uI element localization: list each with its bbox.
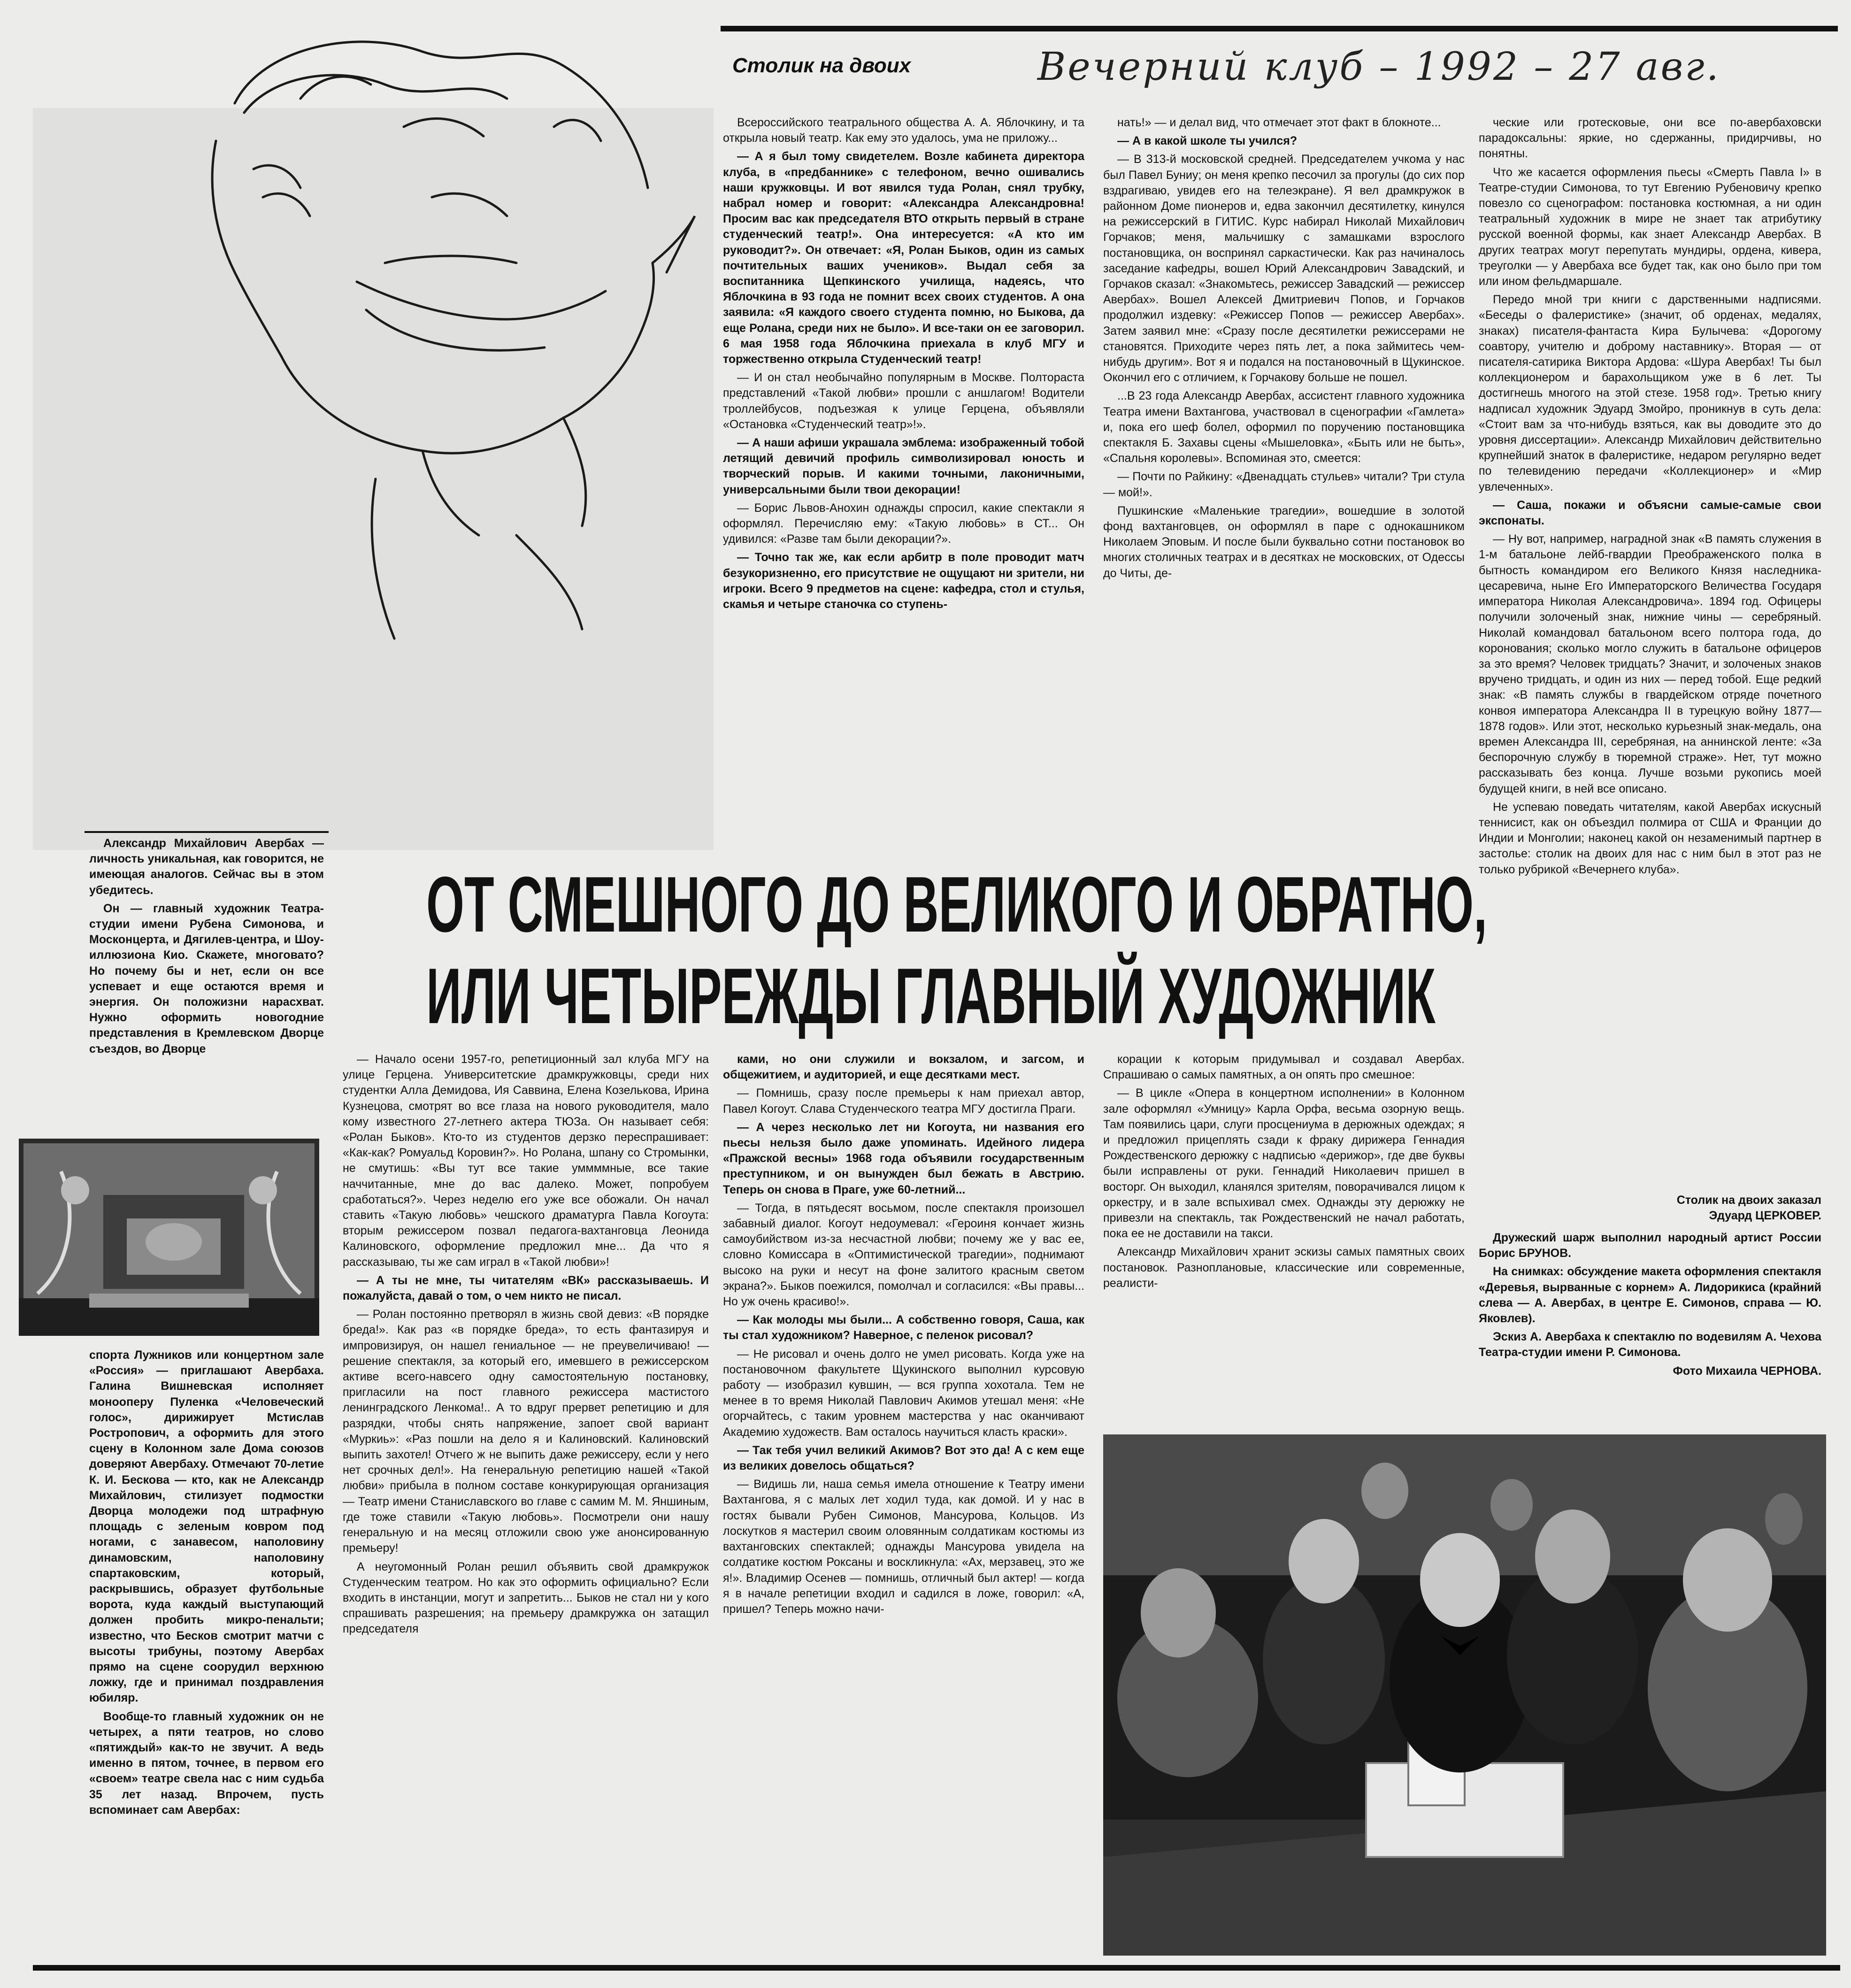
lead-rule xyxy=(84,831,329,833)
col4-top-para: Пушкинские «Маленькие трагедии», вошедшие в золотой фонд вахтанговцев, он оформлял в паре с однокашником Николаем Эповым. И после были буквально сотни постановок во многих столичных театрах и в десятках не московских, от Одессы до Читы, де- xyxy=(1103,504,1465,580)
top-rule xyxy=(721,26,1838,31)
column-3-bottom xyxy=(723,1052,1084,1620)
col5-para: Что же касается оформления пьесы «Смерть Павла I» в Театре-студии Симонова, то тут Евгению Рубеновичу крепко повезло со сценографом: постановка костюмная, а ни один театральный художник в мире не знает так атрибутику русской военной формы, как знает Александр Авербах. В других театрах могут перепутать мундиры, ордена, кивера, треуголки — у Авербаха все будет так, как оно было при том или ином фельдмаршале. xyxy=(1479,165,1821,288)
photographer-credit: Фото Михаила ЧЕРНОВА. xyxy=(1673,1364,1821,1378)
col4-top-para: — А в какой школе ты учился? xyxy=(1117,134,1298,148)
col3-top-para: — И он стал необычайно популярным в Москве. Полтораста представлений «Такой любви» прошли с аншлагом! Водители троллейбусов, подъезжая к улице Герцена, объявляли «Остановка «Студенческий театр»!». xyxy=(723,371,1084,431)
column-5 xyxy=(1479,115,1821,880)
col5-para: — Ну вот, например, наградной знак «В память служения в 1-м батальоне лейб-гвардии Преображенского полка в бытность командиром его Великого Князя наследника-цесаревича, ныне Его Императорского Величества Государя императора Николая Александровича». 1894 год. Офицеры получили золоченый знак, нижние чины — серебряный. Николай командовал батальоном всего полтора года, до коронования; сколько могло служить в батальоне офицеров за это время? Человек тридцать? Значит, и золоченых знаков вручено тридцать, и один из них — перед тобой. Еще редкий знак: «В память службы в гвардейском отряде почетного конвоя императора Александра II в турецкую войну 1877—1878 годов». Или этот, несколько курьезный знак-медаль, она времен Александра III, серебряная, на аннинской ленте: «За беспорочную службу в тюремной страже». Нет, тут можно рассказывать без конца. Лучше возьми рукопись моей будущей книги, в ней все описано. xyxy=(1479,532,1821,795)
col3-top-para: — Борис Львов-Анохин однажды спросил, какие спектакли я оформлял. Перечисляю ему: «Такую любовь» в СТ... Он удивился: «Разве там были декорации?». xyxy=(723,501,1084,546)
credit-sketch: Эскиз А. Авербаха к спектаклю по водевилям А. Чехова Театра-студии имени Р. Симонова. xyxy=(1479,1330,1821,1359)
signature-line-1: Столик на двоих заказал xyxy=(1676,1194,1821,1207)
column-2-bottom xyxy=(343,1052,709,1640)
caricature-drawing xyxy=(94,19,728,817)
headline-line-1: ОТ СМЕШНОГО ДО ВЕЛИКОГО И ОБРАТНО, xyxy=(426,860,1488,948)
col4-bottom-para: — В цикле «Опера в концертном исполнении» в Колонном зале оформлял «Умницу» Карла Орфа, весьма озорную вещь. Там появились цари, слуги просцениума в дерюжных одеждах; я и предложил прицеплять сзади к фраку дирижера Геннадия Рождественского дерюжку с надписью «дерижор», где две буквы были исправлены от руки. Геннадий Николаевич пришел в восторг. Он выходил, кланялся зрителям, поворачивался лицом к оркестру, и в зале вспыхивал смех. Однажды эту дерюжку не привезли на спектакль, так Рождественский не начал работать, пока ее не доставили на такси. xyxy=(1103,1086,1465,1241)
col5-para: Не успеваю поведать читателям, какой Авербах искусный теннисист, как он объездил полмира от США и Франции до Индии и Монголии; наконец какой он незаменимый партнер в застолье: столик на двоих для нас с ним был в этот раз не только рубрикой «Вечернего клуба». xyxy=(1479,800,1821,876)
col2-bottom-para: А неугомонный Ролан решил объявить свой драмкружок Студенческим театром. Но как это оформить официально? Если входить в инстанции, могут и запретить... Быков не стал ни у кого спрашивать разрешения; на премьеру драмкружка он затащил председателя xyxy=(343,1560,709,1636)
col3-bottom-para: — А через несколько лет ни Когоута, ни названия его пьесы нельзя было даже упоминать. Идейного лидера «Пражской весны» 1968 года объявили государственным преступником, и он вынужден был бежать в Австрию. Теперь он снова в Праге, уже 60-летний... xyxy=(723,1120,1084,1196)
signature-block xyxy=(1479,1193,1821,1224)
headline-line-2: ИЛИ ЧЕТЫРЕЖДЫ ГЛАВНЫЙ ХУДОЖНИК xyxy=(426,952,1436,1040)
left-column-bottom xyxy=(89,1348,324,1821)
col4-top-para: — Почти по Райкину: «Двенадцать стульев» читали? Три стула — мой!». xyxy=(1103,470,1465,499)
col3-bottom-para: — Так тебя учил великий Акимов? Вот это да! А с кем еще из великих довелось общаться? xyxy=(723,1443,1084,1473)
col2-bottom-para: — Начало осени 1957-го, репетиционный зал клуба МГУ на улице Герцена. Университетские драмкружковцы, среди них студентки Алла Демидова, Ия Саввина, Елена Козелькова, Ирина Кузнецова, смотрят во все глаза на нового руководителя, мало кому известного 27-летнего актера ТЮЗа. Он называет себя: «Ролан Быков». Кто-то из студентов дерзко переспрашивает: «Как-как? Ромуальд Коровин?». Но Ролана, шпану со Стромынки, не смутишь: «Вы тут все такие уммммные, все такие наччитанные, мне до вас далеко. Может, попробуем сработаться?». Через неделю его уже все обожали. Он начал ставить «Такую любовь» чешского драматурга Павла Когоута: вторым режиссером позвал педагога-вахтанговца Леонида Калиновского, оформление предложил мне... Да что я рассказываю, ты же сам играл в «Такой любви»! xyxy=(343,1053,709,1269)
bottom-rule xyxy=(33,1965,1840,1971)
col5-para: Передо мной три книги с дарственными надписями. «Беседы о фалеристике» (значит, об орденах, медалях, знаках) писателя-фантаста Кира Булычева: «Дорогому соавтору, учителю и доброму наставнику». Вторая — от писателя-сатирика Виктора Ардова: «Шура Авербах! Ты был коллекционером и барахольщиком уже в 6 лет. Ты достигнешь многого на этой стезе. 1958 год». Третью книгу надписал художник Эдуард Змойро, проникнув в суть дела: «Стоит вам за что-нибудь взяться, как вы доводите это до уровня диссертации». Александр Михайлович действительно крупнейший знаток в фалеристике, недаром регулярно ведет по телевидению передачи «Коллекционер» и «Мир увлеченных». xyxy=(1479,293,1821,493)
left-bottom-para-2: Вообще-то главный художник он не четырех, а пяти театров, но слово «пятиждый» как-то не звучит. А ведь именно в пятом, точнее, в первом его «своем» театре свела нас с ним судьба 35 лет назад. Впрочем, пусть вспоминает сам Авербах: xyxy=(89,1710,324,1817)
col3-top-para: Всероссийского театрального общества А. А. Яблочкину, и та открыла новый театр. Как ему это удалось, ума не приложу... xyxy=(723,116,1084,145)
col2-bottom-para: — А ты не мне, ты читателям «ВК» рассказываешь. И пожалуйста, давай о том, о чем никто не писал. xyxy=(343,1273,709,1303)
col4-bottom-para: корации к которым придумывал и создавал Авербах. Спрашиваю о самых памятных, а он опять про смешное: xyxy=(1103,1053,1465,1082)
col3-bottom-para: — Помнишь, сразу после премьеры к нам приехал автор, Павел Когоут. Слава Студенческого театра МГУ достигла Праги. xyxy=(723,1086,1084,1116)
col3-top-para: — А наши афиши украшала эмблема: изображенный тобой летящий девичий профиль символизировал юность и творческий порыв. И какими точными, лаконичными, универсальными были твои декорации! xyxy=(723,436,1084,496)
lead-para-1: Александр Михайлович Авербах — личность уникальная, как говорится, не имеющая аналогов. Сейчас вы в этом убедитесь. xyxy=(89,837,324,897)
col3-top-para: — Точно так же, как если арбитр в поле проводит матч безукоризненно, его присутствие не ощущают ни зрители, ни игроки. Всего 9 предметов на сцене: кафедра, стол и стулья, скамья и четыре станочка со ступень- xyxy=(723,551,1084,611)
photo-credits xyxy=(1479,1230,1821,1379)
col4-top-para: нать!» — и делал вид, что отмечает этот факт в блокноте... xyxy=(1117,116,1441,129)
stage-sketch-image xyxy=(19,1139,319,1336)
lead-column xyxy=(89,836,324,1060)
col4-top-para: ...В 23 года Александр Авербах, ассистент главного художника Театра имени Вахтангова, участвовал в сценографии «Гамлета» и, пока его шеф болел, оформил по поручению постановщика спектакля Б. Захавы сцены «Мышеловка», «Быть или не быть», «Спальня королевы». Вспоминая это, смеется: xyxy=(1103,389,1465,465)
col2-bottom-para: — Ролан постоянно претворял в жизнь свой девиз: «В порядке бреда!». Как раз «в порядке бреда», то есть фантазируя и импровизируя, он нашел гениальное — не преувеличиваю! — решение спектакля, за который его, имевшего в режиссерском активе всего-навсего одну самостоятельную постановку, пригласили на пост главного режиссера мастистого ленинградского Ленкома!.. А то вдруг прервет репетицию и для разрядки, чтобы снять напряжение, запоет свой вариант «Муркиь»: «Раз пошли на дело я и Калиновский. Калиновский выпить захотел! Отчего ж не выпить даже режиссеру, если у него нет срочных дел!». На генеральную репетицию нашей «Такой любви» прибыла в полном составе конкурирующая организация — Театр имени Станиславского во главе с самим М. М. Яншиным, где тоже ставили «Такую любовь». Посмотрели они нашу генеральную и на месяц отложили свою уже анонсированную премьеру! xyxy=(343,1308,709,1555)
col3-bottom-para: — Как молоды мы были... А собственно говоря, Саша, как ты стал художником? Наверное, с пеленок рисовал? xyxy=(723,1313,1084,1342)
column-3-top xyxy=(723,115,1084,615)
handwritten-note: Вечерний клуб – 1992 – 27 авг. xyxy=(1037,45,1720,89)
column-4-bottom xyxy=(1103,1052,1465,1294)
signature-line-2: Эдуард ЦЕРКОВЕР. xyxy=(1709,1209,1821,1223)
col3-bottom-para: ками, но они служили и вокзалом, и загсом, и общежитием, и аудиторией, и еще десятками мест. xyxy=(723,1053,1084,1082)
col3-bottom-para: — Тогда, в пятьдесят восьмом, после спектакля произошел забавный диалог. Когоут недоумевал: «Героиня кончает жизнь самоубийством из-за несчастной любви; почему же у вас ее, словно Комиссара в «Оптимистической трагедии», поднимают высоко на руки и несут на фоне залитого красным светом экрана?». Быков поежился, помолчал и согласился: «Вы правы... Но уж очень красиво!». xyxy=(723,1201,1084,1309)
column-4-top xyxy=(1103,115,1465,584)
rubric-title: Столик на двоих xyxy=(732,54,911,77)
col5-para: ческие или гротесковые, они все по-авербаховски парадоксальны: яркие, но сдержанны, придирчивы, но понятны. xyxy=(1479,116,1821,161)
left-bottom-para-1: спорта Лужников или концертном зале «Россия» — приглашают Авербаха. Галина Вишневская исполняет монооперу Пуленка «Человеческий голос», дирижирует Мстислав Ростропович, а оформить для этого сцену в Колонном зале Дома союзов доверяют Авербаху. Отмечают 70-летие К. И. Бескова — кто, как не Александр Михайлович, стилизует подмостки Дворца молодежи под штрафную площадь с зеленым ковром под ногами, с занавесом, наполовину динамовским, наполовину спартаковским, который, раскрывшись, образует футбольные ворота, куда каждый выступающий должен пробить микро-пенальти; известно, что Бесков смотрит матчи с высоты трибуны, поэтому Авербах прямо на сцене соорудил верхнюю ложку, где и принимал поздравления юбиляр. xyxy=(89,1348,324,1705)
col3-top-para: — А я был тому свидетелем. Возле кабинета директора клуба, в «предбаннике» с телефоном, вечно ошивались наши кружковцы. И вот явился туда Ролан, снял трубку, набрал номер и говорит: «Александра Александровна! Просим вас как председателя ВТО открыть первый в стране студенческий театр!». Она интересуется: «А кто им руководит?». Он отвечает: «Я, Ролан Быков, один из самых почтительных ваших учеников». Выдал себя за воспитанника Щепкинского училища, надеясь, что Яблочкина в 93 года не помнит всех своих студентов. А она заявила: «Я каждого своего студента помню, но Быкова, да еще Ролана, среди них не было». И все-таки он ее заговорил. 6 мая 1958 года Яблочкина приехала в клуб МГУ и торжественно открыла Студенческий театр! xyxy=(723,150,1084,366)
col4-top-para: — В 313-й московской средней. Председателем учкома у нас был Павел Буниу; он меня крепко песочил за прогулы (до сих пор вздрагиваю, увидев его на телеэкране). Я вел драмкружок в районном Доме пионеров и, едва закончил десятилетку, кинулся на режиссерский в ГИТИС. Курс набирал Николай Михайлович Горчаков; меня, мальчишку с замашками взрослого постановщика, он воспринял саркастически. Как раз начиналось заседание кафедры, вошел Юрий Александрович Завадский, и Горчаков сказал: «Знакомьтесь, режиссер Завадский — режиссер Авербах». Вошел Алексей Дмитриевич Попов, и Горчаков продолжил издевку: «Режиссер Попов — режиссер Авербах». Затем заявил мне: «Сразу после десятилетки режиссерами не становятся. Приходите через пять лет, а пока займитесь чем-нибудь другим». Вот я и подался на постановочный в Щукинское. Окончил его с отличием, к Горчакову больше не пошел. xyxy=(1103,153,1465,385)
col3-bottom-para: — Не рисовал и очень долго не умел рисовать. Когда уже на постановочном факультете Щукинского выполнил курсовую работу — изобразил кувшин, — вся группа хохотала. Тем не менее в то время Николай Павлович Акимов утешал меня: «Не огорчайтесь, с таким уровнем мастерства у нас оканчивают Академию художеств. Вам осталось научиться класть краски». xyxy=(723,1347,1084,1439)
credit-photos: На снимках: обсуждение макета оформления спектакля «Деревья, вырванные с корнем» А. Лидорикиса (крайний слева — А. Авербах, в центре Е. Симонов, справа — Ю. Яковлев). xyxy=(1479,1265,1821,1325)
credit-caricature: Дружеский шарж выполнил народный артист России Борис БРУНОВ. xyxy=(1479,1231,1821,1260)
meeting-photo xyxy=(1103,1434,1826,1956)
lead-para-2: Он — главный художник Театра-студии имени Рубена Симонова, и Москонцерта, и Дягилев-центра, и Шоу-иллюзиона Кио. Скажете, многовато? Но почему бы и нет, если он все успевает и еще остаются время и энергия. Он положизни нарасхват. Нужно оформить новогодние представления в Кремлевском Дворце съездов, во Дворце xyxy=(89,902,324,1056)
col3-bottom-para: — Видишь ли, наша семья имела отношение к Театру имени Вахтангова, я с малых лет ходил туда, как домой. И у нас в гостях бывали Рубен Симонов, Мансурова, Кольцов. Из лоскутков я мастерил своим оловянным солдатикам костюмы из вахтанговских спектаклей; однажды Мансурова увидела на солдатике костюм Роксаны и воскликнула: «Ах, мерзавец, это же я!». Владимир Осенев — помнишь, отличный был актер! — когда я в начале репетиции входил и садился в ложе, говорил: «А, пришел? Теперь можно начи- xyxy=(723,1478,1084,1616)
col5-para: — Саша, покажи и объясни самые-самые свои экспонаты. xyxy=(1479,498,1821,528)
col4-bottom-para: Александр Михайлович хранит эскизы самых памятных своих постановок. Разноплановые, классические или современные, реалисти- xyxy=(1103,1245,1465,1290)
